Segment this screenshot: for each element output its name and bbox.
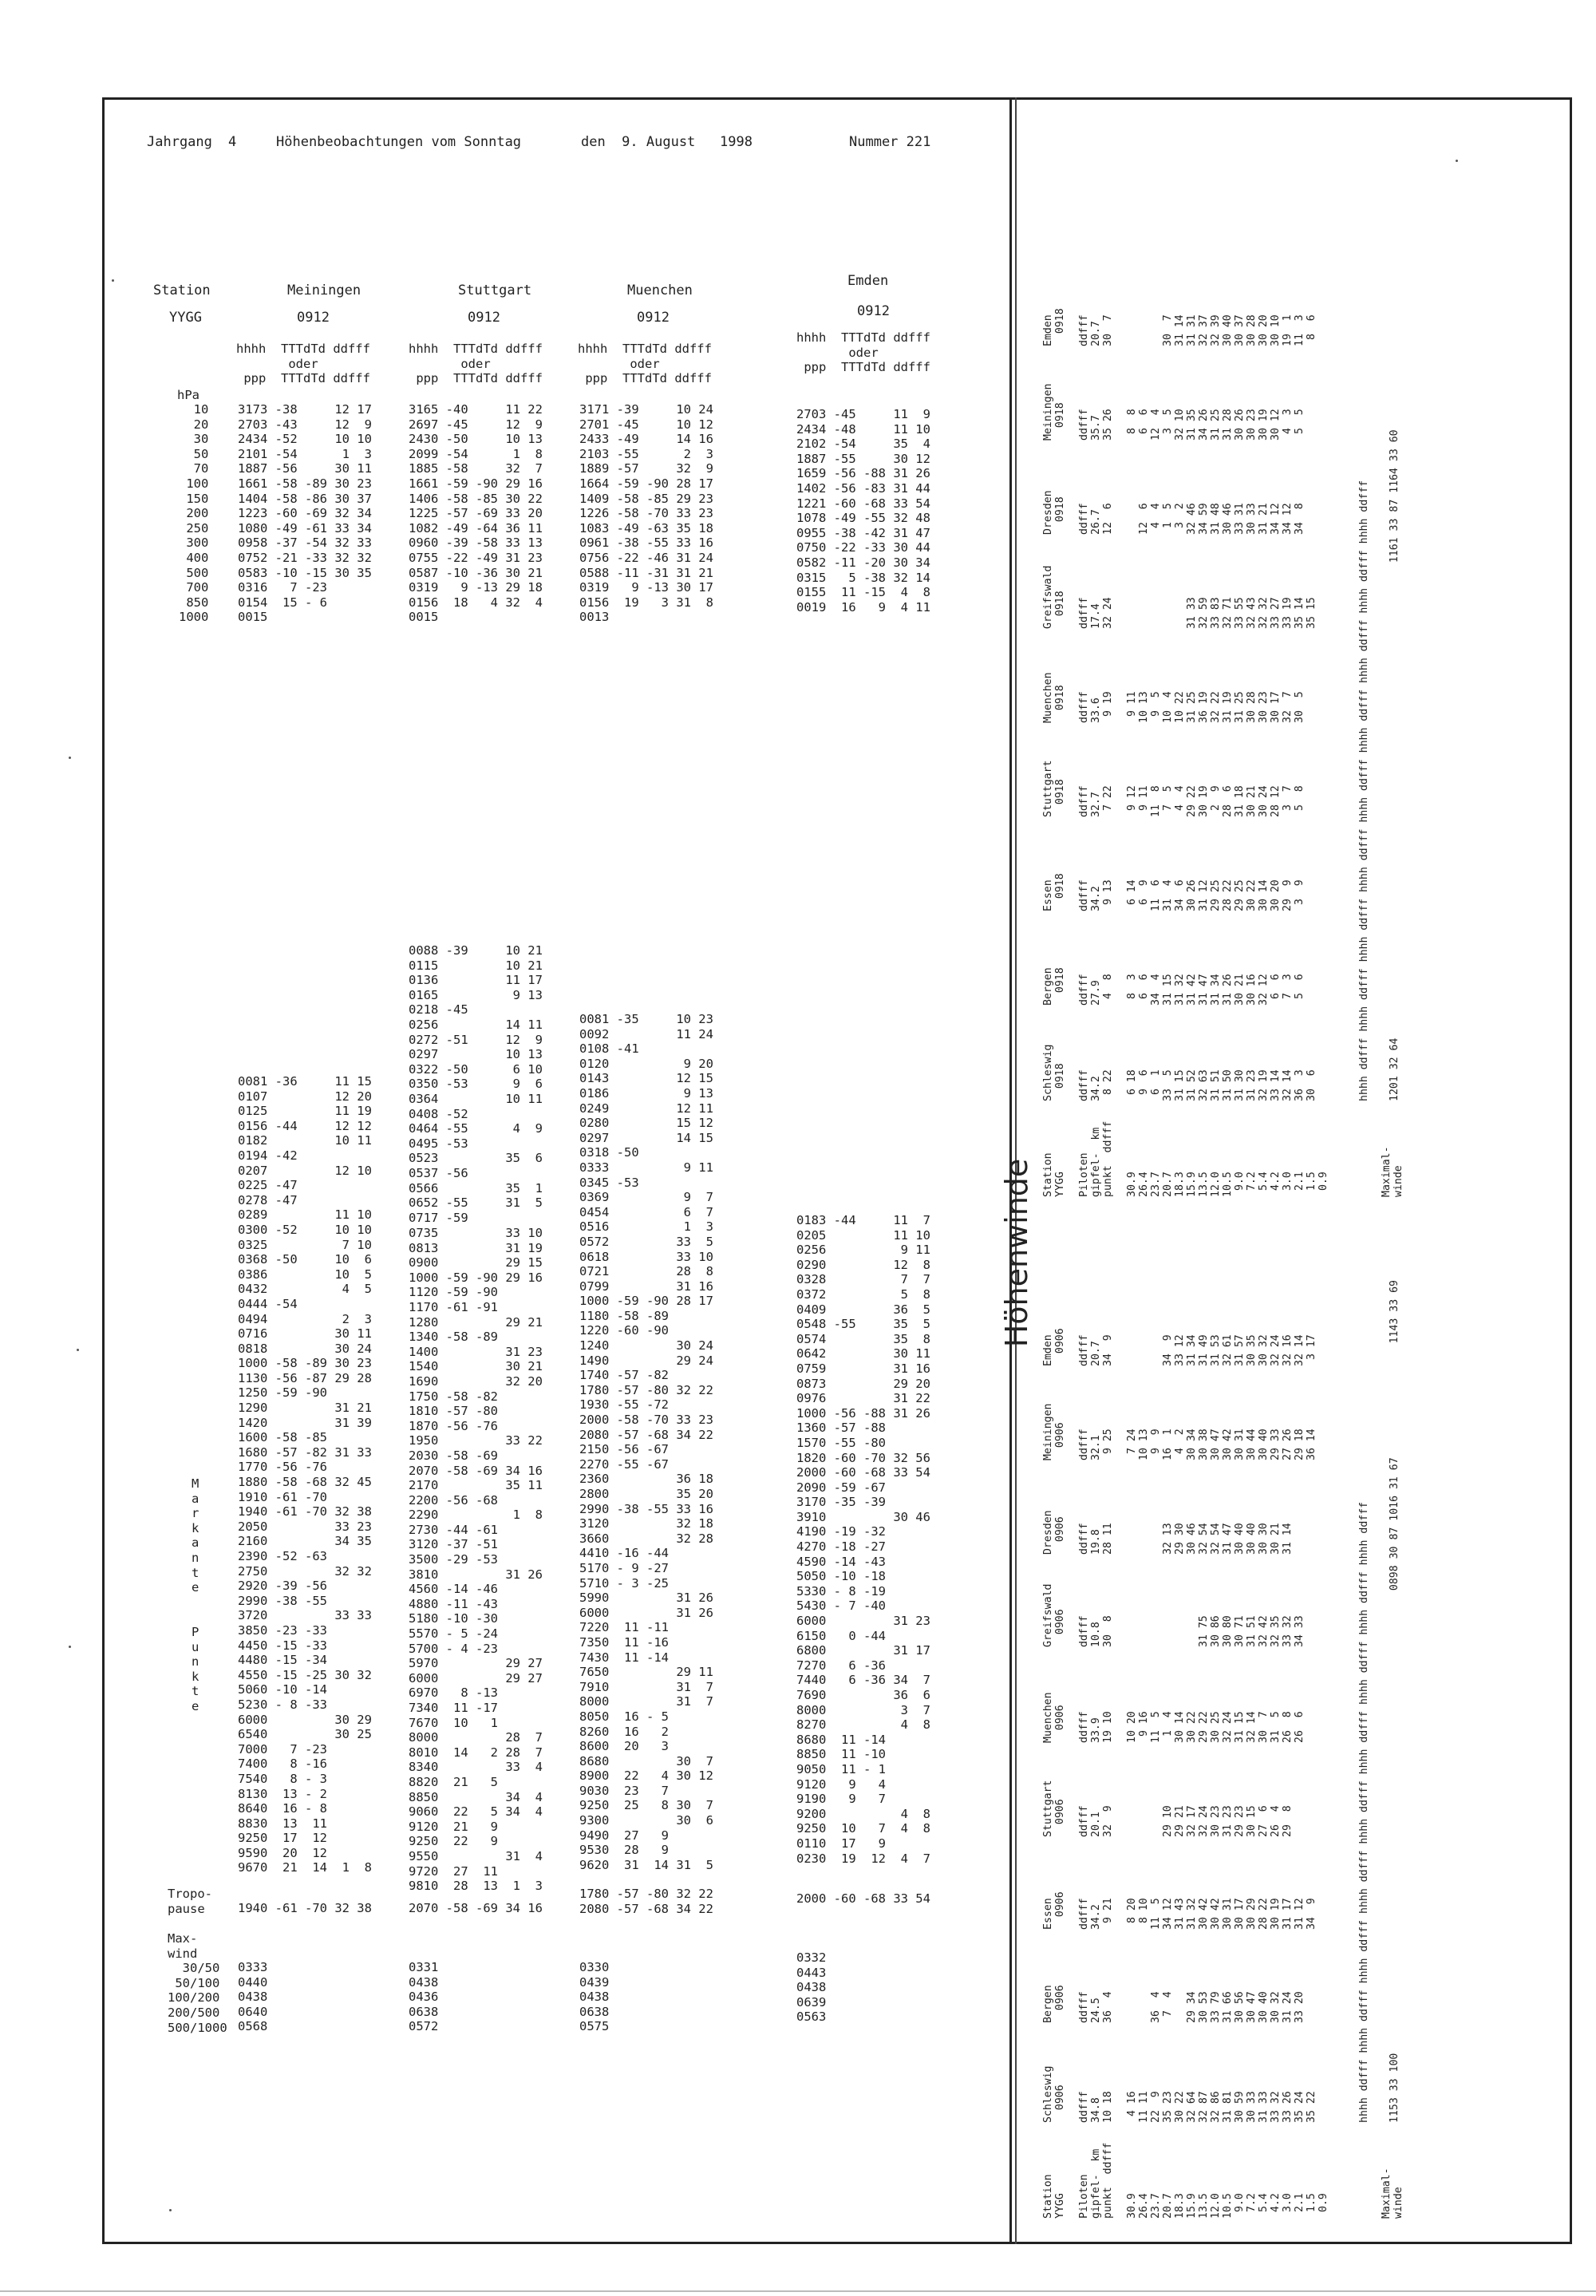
standard-levels-meiningen: 3173 -38 12 17 2703 -43 12 9 2434 -52 10 10 2101 -54 1 3 1887 -56 30 11 1661 -58 -89 30 23 1404 -58 -86 30 37 1223 -60 -69 32 34 1080 -49 -61 33 34 0958 -37 -54 32 33 0752 -21 -33 32 32 0583 -10 -15 30 35 0316 7 -23 0154 15 - 6 0015 (238, 402, 372, 625)
wind-row1-muenchen: Muenchen 0906 ddfff 33.9 19 10 10 20 9 16 11 5 1 4 30 14 30 22 29 22 30 25 32 24 31 15 32 14 30 7 31 5 26 8 26 6 (1042, 1692, 1306, 1743)
significant-points-muenchen: 0081 -35 10 23 0092 11 24 0108 -41 0120 9 20 0143 12 15 0186 9 13 0249 12 11 0280 15 12 0297 14 15 0318 -50 0333 9 11 0345 -53 0369 9 7 0454 6 7 0516 1 3 0572 33 5 0618 33 10 0721 28 8 0799 31 16 1000 -59 -90 28 17 1180 -58 -89 1220 -60 -90 1240 30 24 1490 29 24 1740 -57 -82 1780 -57 -80 32 22 1930 -55 -72 2000 -58 -70 33 23 2080 -57 -68 34 22 2150 -56 -67 2270 -55 -67 2360 36 18 2800 35 20 2990 -38 -55 33 16 3120 32 18 3660 32 28 4410 -16 -44 5170 - 9 -27 5710 - 3 -25 5990 31 26 6000 31 26 7220 11 -11 7350 11 -16 7430 11 -14 7650 29 11 7910 31 7 8000 31 7 8050 16 - 5 8260 16 2 8600 20 3 8680 30 7 8900 22 4 30 12 9030 23 7 9250 25 8 30 7 9300 30 6 9490 27 9 9530 28 9 9620 31 14 31 5 (579, 1012, 713, 1872)
wind-row2-stuttgart: Stuttgart 0918 ddfff 32.7 7 22 9 12 9 11 11 8 7 5 4 4 29 22 30 19 2 9 28 6 31 18 30 21 30 24 28 12 3 7 5 8 (1042, 760, 1306, 817)
wind-row2-essen: Essen 0918 ddfff 34.2 9 13 6 14 6 9 11 6 31 4 34 6 30 26 31 12 29 25 28 22 29 25 30 22 30 14 30 20 29 9 3 9 (1042, 873, 1306, 911)
time-emden: 0912 (857, 303, 890, 319)
wind-row2-maxwind-values: 1201 32 64 1161 33 87 1164 33 60 (1389, 429, 1400, 1101)
wind-row2-emden: Emden 0918 ddfff 20.7 30 7 30 7 31 14 31 31 32 37 32 39 30 40 30 37 30 28 30 20 30 10 19 1 11 3 8 6 (1042, 308, 1317, 346)
hoehenwinde-title: Höhenwinde (999, 1158, 1034, 1348)
wind-row2-muenchen: Muenchen 0918 ddfff 33.6 9 19 9 11 10 13 9 5 10 4 10 22 31 25 36 19 32 22 31 19 31 25 30 28 30 23 30 17 32 7 30 5 (1042, 672, 1306, 723)
wind-row1-footer: hhhh ddfff hhhh ddfff hhhh ddfff hhhh ddfff hhhh ddfff hhhh ddfff hhhh ddfff hhhh ddfff hhhh ddfff (1358, 1501, 1370, 2123)
station-label: Station (153, 283, 211, 298)
column-header-emden: hhhh TTTdTd ddfff oder ppp TTTdTd ddfff (796, 330, 930, 375)
station-name-stuttgart: Stuttgart (458, 283, 532, 298)
wind-row2-dresden: Dresden 0918 ddfff 26.7 12 6 12 6 4 4 1 5 3 2 32 46 34 59 31 48 30 46 33 31 30 33 31 21 34 12 34 12 34 8 (1042, 490, 1306, 535)
wind-row1-meiningen: Meiningen 0906 ddfff 32.1 9 25 7 24 10 13 9 9 16 1 4 2 30 34 30 38 30 47 30 42 30 31 30 44 30 40 29 33 27 26 29 18 36 14 (1042, 1403, 1317, 1460)
page-title: Höhenbeobachtungen vom Sonntag (276, 134, 522, 150)
standard-levels-stuttgart: 3165 -40 11 22 2697 -45 12 9 2430 -50 10 13 2099 -54 1 8 1885 -58 32 7 1661 -59 -90 29 16 1406 -58 -85 30 22 1225 -57 -69 33 20 1082 -49 -64 36 11 0960 -39 -58 33 13 0755 -22 -49 31 23 0587 -10 -36 30 21 0319 9 -13 29 18 0156 18 4 32 4 0015 (409, 402, 543, 625)
column-header-meiningen: hhhh TTTdTd ddfff oder ppp TTTdTd ddfff (236, 342, 370, 386)
wind-row1-essen: Essen 0906 ddfff 34.2 9 21 8 20 8 10 11 5 34 12 31 43 31 32 30 42 30 42 30 31 30 17 30 29 28 22 30 19 31 17 31 12 34 9 (1042, 1891, 1317, 1930)
tropopause-stuttgart: 2070 -58 -69 34 16 (409, 1901, 543, 1915)
maxwind-label: Max- wind 30/50 50/100 100/200 200/500 500/1000 (168, 1931, 227, 2035)
scan-speck (69, 757, 71, 759)
station-name-meiningen: Meiningen (287, 283, 361, 298)
tropopause-emden: 2000 -60 -68 33 54 (796, 1891, 930, 1906)
scan-edge-line (0, 2290, 1596, 2292)
time-meiningen: 0912 (297, 310, 330, 326)
column-header-stuttgart: hhhh TTTdTd ddfff oder ppp TTTdTd ddfff (409, 342, 543, 386)
pressure-levels: 10 20 30 50 70 100 150 200 250 300 400 500 700 850 1000 (179, 402, 209, 625)
jahrgang-number: 4 (228, 134, 237, 150)
tropopause-muenchen: 1780 -57 -80 32 22 2080 -57 -68 34 22 (579, 1887, 713, 1916)
wind-row2-meiningen: Meiningen 0918 ddfff 35.7 35 26 8 8 6 6 12 4 3 5 32 10 31 35 34 26 31 25 31 28 30 26 30 23 30 19 30 12 4 3 5 5 (1042, 383, 1306, 441)
report-date: den 9. August 1998 (581, 134, 753, 150)
wind-row1-greifswald: Greifswald 0906 ddfff 10.8 30 8 31 75 30 86 30 80 30 71 31 51 32 42 32 35 33 32 34 33 (1042, 1583, 1306, 1647)
wind-row2-bergen: Bergen 0918 ddfff 27.9 4 8 8 3 6 6 34 4 31 15 31 32 31 42 31 47 31 34 31 26 30 21 30 16 32 12 6 6 7 3 5 6 (1042, 967, 1306, 1006)
scan-speck (77, 1349, 79, 1351)
wind-row2-labels: Station YYGG Piloten gipfel- km punkt ddfff 30.9 26.4 23.7 20.7 18.3 15.9 13.5 12.0 10.5 9.0 7.2 5.4 4.2 3.0 2.1 1.5 0.9 (1042, 1120, 1329, 1197)
wind-row1-maxwind-label: Maximal- winde (1381, 2168, 1404, 2219)
significant-points-stuttgart-top: 0088 -39 10 21 0115 10 21 0136 11 17 0165 9 13 0218 -45 0256 14 11 0272 -51 12 9 0297 10 13 0322 -50 6 10 0350 -53 9 6 0364 10 11 0408 -52 0464 -55 4 9 0495 -53 0523 35 6 0537 -56 0566 35 1 0652 -55 31 5 0717 -59 (409, 943, 543, 1225)
significant-points-stuttgart: 0735 33 10 0813 31 19 0900 29 15 1000 -59 -90 29 16 1120 -59 -90 1170 -61 -91 1280 29 21 1340 -58 -89 1400 31 23 1540 30 21 1690 32 20 1750 -58 -82 1810 -57 -80 1870 -56 -76 1950 33 22 2030 -58 -69 2070 -58 -69 34 16 2170 35 11 2200 -56 -68 2290 1 8 2730 -44 -61 3120 -37 -51 3500 -29 -53 3810 31 26 4560 -14 -46 4880 -11 -43 5180 -10 -30 5570 - 5 -24 5700 - 4 -23 5970 29 27 6000 29 27 6970 8 -13 7340 11 -17 7670 10 1 8000 28 7 8010 14 2 28 7 8340 33 4 8820 21 5 8850 34 4 9060 22 5 34 4 9120 21 9 9250 22 9 9550 31 4 9720 27 11 9810 28 13 1 3 (409, 1226, 543, 1894)
yygg-label: YYGG (169, 310, 202, 326)
maxwind-muenchen: 0330 0439 0438 0638 0575 (579, 1960, 610, 2034)
tropopause-meiningen: 1940 -61 -70 32 38 (238, 1901, 372, 1915)
wind-row2-maxwind-label: Maximal- winde (1381, 1146, 1404, 1197)
wind-row1-schleswig: Schleswig 0906 ddfff 34.8 10 18 4 16 11 11 22 9 35 23 30 22 32 64 32 87 32 86 31 81 30 59 30 33 31 33 33 32 33 26 35 24 35 22 (1042, 2065, 1317, 2123)
wind-row2-greifswald: Greifswald 0918 ddfff 17.4 32 24 31 33 32 59 33 83 32 71 33 55 32 43 32 32 33 27 33 19 35 14 35 15 (1042, 565, 1317, 629)
time-muenchen: 0912 (637, 310, 670, 326)
maxwind-stuttgart: 0331 0438 0436 0638 0572 (409, 1960, 439, 2034)
time-stuttgart: 0912 (468, 310, 500, 326)
wind-row1-bergen: Bergen 0906 ddfff 24.5 36 4 36 4 7 4 29 34 30 53 33 79 31 66 30 56 30 47 30 40 30 32 31 24 33 20 (1042, 1985, 1306, 2023)
maxwind-emden: 0332 0443 0438 0639 0563 (796, 1950, 827, 2025)
report-number: Nummer 221 (849, 134, 931, 150)
column-header-muenchen: hhhh TTTdTd ddfff oder ppp TTTdTd ddfff (578, 342, 712, 386)
standard-levels-muenchen: 3171 -39 10 24 2701 -45 10 12 2433 -49 14 16 2103 -55 2 3 1889 -57 32 9 1664 -59 -90 28 17 1409 -58 -85 29 23 1226 -58 -70 33 23 1083 -49 -63 35 18 0961 -38 -55 33 16 0756 -22 -46 31 24 0588 -11 -31 31 21 0319 9 -13 30 17 0156 19 3 31 8 0013 (579, 402, 713, 625)
markante-punkte-label: M a r k a n t e P u n k t e (192, 1476, 200, 1713)
scan-speck (69, 1646, 71, 1648)
wind-row1-labels: Station YYGG Piloten gipfel- km punkt ddfff 30.9 26.4 23.7 20.7 18.3 15.9 13.5 12.0 10.5 9.0 7.2 5.4 4.2 3.0 2.1 1.5 0.9 (1042, 2142, 1329, 2219)
wind-row1-emden: Emden 0906 ddfff 20.7 34 9 34 9 33 12 31 34 31 49 31 53 32 61 31 57 30 35 30 32 32 24 32 16 32 14 3 17 (1042, 1328, 1317, 1366)
maxwind-meiningen: 0333 0440 0438 0640 0568 (238, 1960, 268, 2034)
wind-row2-footer: hhhh ddfff hhhh ddfff hhhh ddfff hhhh ddfff hhhh ddfff hhhh ddfff hhhh ddfff hhhh ddfff hhhh ddfff (1358, 480, 1370, 1101)
wind-row2-schleswig: Schleswig 0918 ddfff 34.2 8 22 6 18 9 6 6 1 33 5 31 15 31 52 32 63 31 51 31 50 31 30 31 23 32 19 33 14 32 14 36 3 30 6 (1042, 1044, 1317, 1101)
jahrgang-label: Jahrgang (147, 134, 212, 150)
hpa-label: hPa (177, 388, 200, 402)
standard-levels-emden: 2703 -45 11 9 2434 -48 11 10 2102 -54 35 4 1887 -55 30 12 1659 -56 -88 31 26 1402 -56 -83 31 44 1221 -60 -68 33 54 1078 -49 -55 32 48 0955 -38 -42 31 47 0750 -22 -33 30 44 0582 -11 -20 30 34 0315 5 -38 32 14 0155 11 -15 4 8 0019 16 9 4 11 (796, 407, 930, 615)
scan-speck (1456, 160, 1458, 162)
wind-row1-dresden: Dresden 0906 ddfff 19.8 28 11 32 13 29 30 30 46 32 54 32 54 31 47 30 40 30 40 30 30 30 21 31 14 (1042, 1510, 1294, 1555)
hoehenwinde-table-rotated (1037, 136, 1548, 2227)
hoehenwinde-table (1037, 136, 1548, 2227)
wind-row1-maxwind-values: 1153 33 100 0898 30 87 1016 31 67 1143 33 69 (1389, 1280, 1400, 2123)
station-name-emden: Emden (847, 273, 889, 289)
station-name-muenchen: Muenchen (627, 283, 693, 298)
wind-row1-stuttgart: Stuttgart 0906 ddfff 20.1 32 9 29 10 29 21 32 17 32 24 30 23 31 23 29 23 30 15 27 6 26 4 29 8 (1042, 1780, 1294, 1837)
tropopause-label: Tropo- pause (168, 1887, 212, 1916)
scan-speck (169, 2209, 172, 2211)
scan-speck (112, 279, 114, 282)
significant-points-emden: 0183 -44 11 7 0205 11 10 0256 9 11 0290 12 8 0328 7 7 0372 5 8 0409 36 5 0548 -55 35 5 0574 35 8 0642 30 11 0759 31 16 0873 29 20 0976 31 22 1000 -56 -88 31 26 1360 -57 -88 1570 -55 -80 1820 -60 -70 32 56 2000 -60 -68 33 54 2090 -59 -67 3170 -35 -39 3910 30 46 4190 -19 -32 4270 -18 -27 4590 -14 -43 5050 -10 -18 5330 - 8 -19 5430 - 7 -40 6000 31 23 6150 0 -44 6800 31 17 7270 6 -36 7440 6 -36 34 7 7690 36 6 8000 3 7 8270 4 8 8680 11 -14 8850 11 -10 9050 11 - 1 9120 9 4 9190 9 7 9200 4 8 9250 10 7 4 8 0110 17 9 0230 19 12 4 7 (796, 1213, 930, 1866)
significant-points-meiningen: 0081 -36 11 15 0107 12 20 0125 11 19 0156 -44 12 12 0182 10 11 0194 -42 0207 12 10 0225 -47 0278 -47 0289 11 10 0300 -52 10 10 0325 7 10 0368 -50 10 6 0386 10 5 0432 4 5 0444 -54 0494 2 3 0716 30 11 0818 30 24 1000 -58 -89 30 23 1130 -56 -87 29 28 1250 -59 -90 1290 31 21 1420 31 39 1600 -58 -85 1680 -57 -82 31 33 1770 -56 -76 1880 -58 -68 32 45 1910 -61 -70 1940 -61 -70 32 38 2050 33 23 2160 34 35 2390 -52 -63 2750 32 32 2920 -39 -56 2990 -38 -55 3720 33 33 3850 -23 -33 4450 -15 -33 4480 -15 -34 4550 -15 -25 30 32 5060 -10 -14 5230 - 8 -33 6000 30 29 6540 30 25 7000 7 -23 7400 8 -16 7540 8 - 3 8130 13 - 2 8640 16 - 8 8830 13 11 9250 17 12 9590 20 12 9670 21 14 1 8 (238, 1074, 372, 1875)
